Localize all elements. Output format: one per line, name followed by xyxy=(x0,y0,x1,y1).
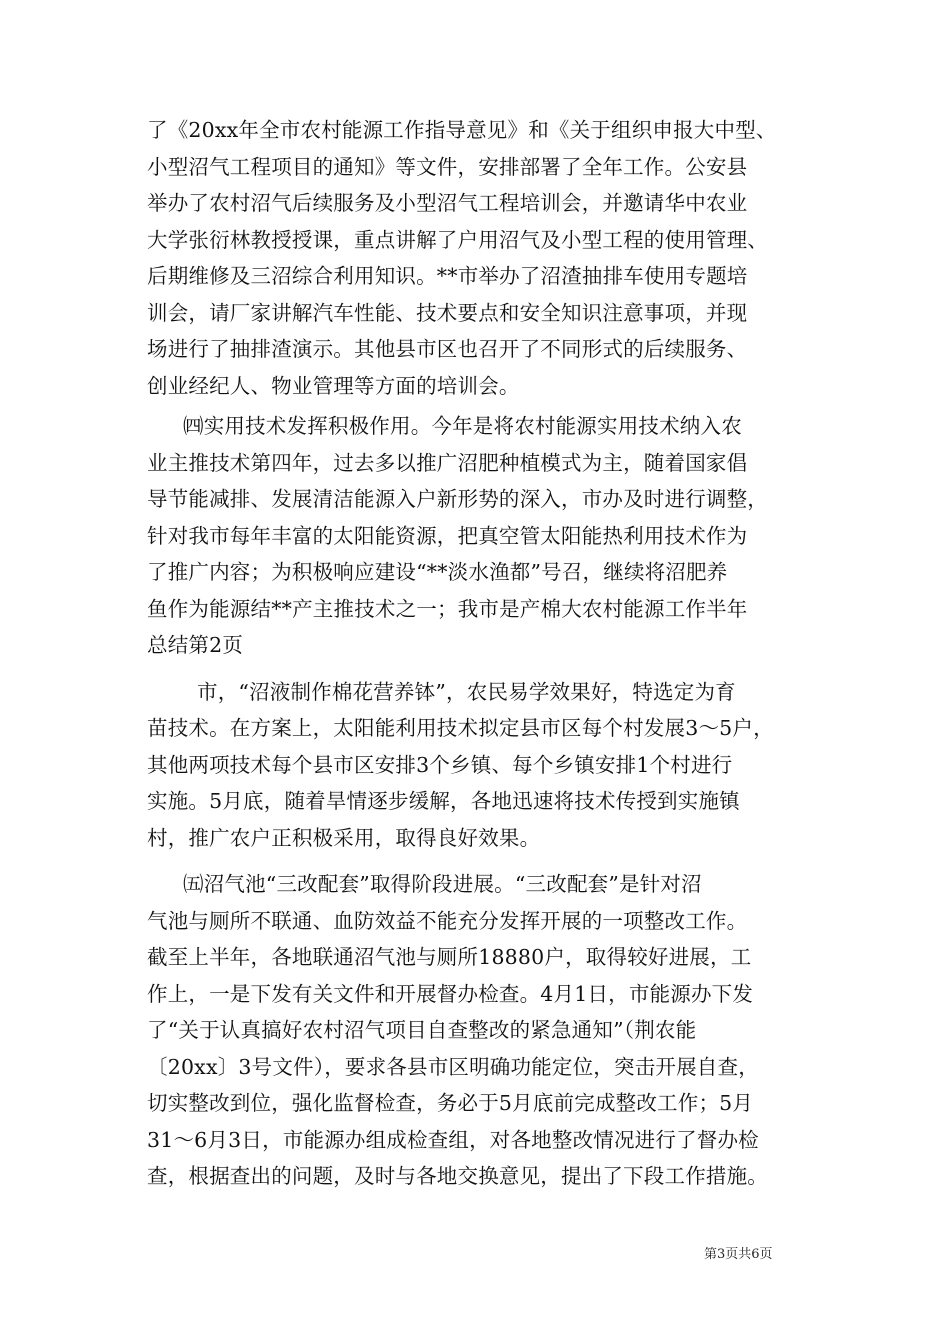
text-line: 其他两项技术每个县市区安排3个乡镇、每个乡镇安排1个村进行 xyxy=(147,752,733,777)
text-line: 31～6月3日，市能源办组成检查组，对各地整改情况进行了督办检 xyxy=(147,1127,759,1152)
paragraph-three-reforms xyxy=(147,866,807,1195)
text-line: 小型沼气工程项目的通知》等文件，安排部署了全年工作。公安县 xyxy=(147,154,748,179)
body-text xyxy=(147,112,807,1195)
page-number-footer: 第3页共6页 xyxy=(704,1247,773,1262)
text-line: 村，推广农户正积极采用，取得良好效果。 xyxy=(147,825,541,850)
text-line: 总结第2页 xyxy=(147,633,244,657)
text-line: 苗技术。在方案上，太阳能利用技术拟定县市区每个村发展3～5户， xyxy=(147,716,774,740)
text-line: 针对我市每年丰富的太阳能资源，把真空管太阳能热利用技术作为 xyxy=(147,523,748,548)
text-line: 作上，一是下发有关文件和开展督办检查。4月1日，市能源办下发 xyxy=(147,981,754,1006)
text-line: 导节能减排、发展清洁能源入户新形势的深入，市办及时进行调整， xyxy=(147,487,768,511)
paragraph-training xyxy=(147,112,807,404)
text-line: 后期维修及三沼综合利用知识。**市举办了沼渣抽排车使用专题培 xyxy=(147,264,748,288)
text-line: ㈣实用技术发挥积极作用。今年是将农村能源实用技术纳入农 xyxy=(183,414,742,438)
text-line: 训会，请厂家讲解汽车性能、技术要点和安全知识注意事项，并现 xyxy=(147,300,748,325)
text-line: 截至上半年，各地联通沼气池与厕所18880户，取得较好进展，工 xyxy=(147,945,752,969)
text-line: 业主推技术第四年，过去多以推广沼肥种植模式为主，随着国家倡 xyxy=(147,450,748,475)
text-line: 创业经纪人、物业管理等方面的培训会。 xyxy=(147,373,520,398)
text-line: 实施。5月底，随着旱情逐步缓解，各地迅速将技术传授到实施镇 xyxy=(147,789,740,813)
text-line: 大学张衍林教授授课，重点讲解了户用沼气及小型工程的使用管理、 xyxy=(147,227,768,252)
text-line: 查，根据查出的问题，及时与各地交换意见，提出了下段工作措施。 xyxy=(147,1164,768,1188)
text-line: 举办了农村沼气后续服务及小型沼气工程培训会，并邀请华中农业 xyxy=(147,191,748,215)
text-line: 〔20xx〕3号文件），要求各县市区明确功能定位，突击开展自查， xyxy=(147,1054,759,1079)
text-line: 切实整改到位，强化监督检查，务必于5月底前完成整改工作；5月 xyxy=(147,1091,754,1115)
text-line: ㈤沼气池“三改配套”取得阶段进展。“三改配套”是针对沼 xyxy=(183,872,702,896)
paragraph-practical-technology xyxy=(147,408,807,664)
text-line: 了推广内容；为积极响应建设“**淡水渔都”号召，继续将沼肥养 xyxy=(147,560,728,584)
text-line: 鱼作为能源结**产主推技术之一；我市是产棉大农村能源工作半年 xyxy=(147,596,748,621)
paragraph-cotton-technology xyxy=(147,674,807,857)
text-line: 了“关于认真搞好农村沼气项目自查整改的紧急通知”（荆农能 xyxy=(147,1018,697,1042)
text-line: 市，“沼液制作棉花营养钵”，农民易学效果好，特选定为育 xyxy=(197,679,736,704)
text-line: 了《20xx年全市农村能源工作指导意见》和《关于组织申报大中型、 xyxy=(147,118,777,142)
text-line: 场进行了抽排渣演示。其他县市区也召开了不同形式的后续服务、 xyxy=(147,337,748,361)
text-line: 气池与厕所不联通、血防效益不能充分发挥开展的一项整改工作。 xyxy=(147,908,748,933)
